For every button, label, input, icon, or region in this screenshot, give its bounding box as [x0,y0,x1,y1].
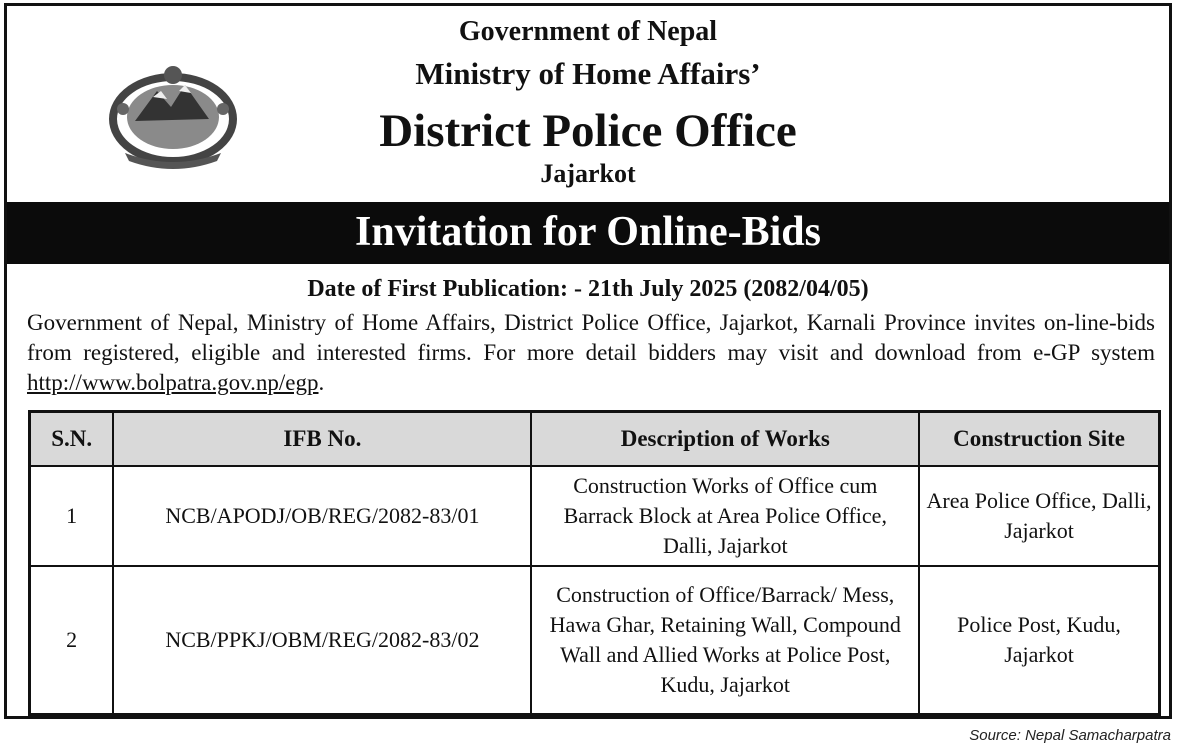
header-sn: S.N. [30,412,114,467]
publication-date: Date of First Publication: - 21th July 2025 (2082/04/05) [307,276,869,302]
notice-header [7,6,1169,202]
header-construction-site: Construction Site [919,412,1159,467]
row-sn: 1 [30,466,114,566]
intro-end: . [318,370,325,395]
row-description: Construction Works of Office cum Barrack Block at Area Police Office, Dalli, Jajarkot [531,466,919,566]
district-name: Jajarkot [540,159,636,188]
office-title: District Police Office [379,105,797,157]
intro-text: Government of Nepal, Ministry of Home Affairs, District Police Office, Jajarkot, Karnali Province invites on-line-bids from registered, eligible and interested firms. For more detail bidders may visit and download from e-GP system [27,310,1155,365]
table-row [30,466,1160,566]
government-heading: Government of Nepal [458,16,718,47]
header-description: Description of Works [531,412,919,467]
row-ifb-no: NCB/APODJ/OB/REG/2082-83/01 [113,466,531,566]
header-ifb-no: IFB No. [113,412,531,467]
source-caption: Source: Nepal Samacharpatra [969,727,1171,744]
intro-paragraph [27,308,1155,398]
bids-table [28,410,1161,716]
row-site: Police Post, Kudu, Jajarkot [919,566,1159,715]
egp-link[interactable]: http://www.bolpatra.gov.np/egp [27,370,319,395]
row-site: Area Police Office, Dalli, Jajarkot [919,466,1159,566]
table-header-row [30,412,1160,467]
notice-banner-title: Invitation for Online-Bids [7,202,1169,264]
row-description: Construction of Office/Barrack/ Mess, Hawa Ghar, Retaining Wall, Compound Wall and Allied Works at Police Post, Kudu, Jajarkot [531,566,919,715]
bid-notice [4,3,1172,719]
table-row [30,566,1160,715]
row-ifb-no: NCB/PPKJ/OBM/REG/2082-83/02 [113,566,531,715]
row-sn: 2 [30,566,114,715]
ministry-heading: Ministry of Home Affairs’ [415,56,761,91]
